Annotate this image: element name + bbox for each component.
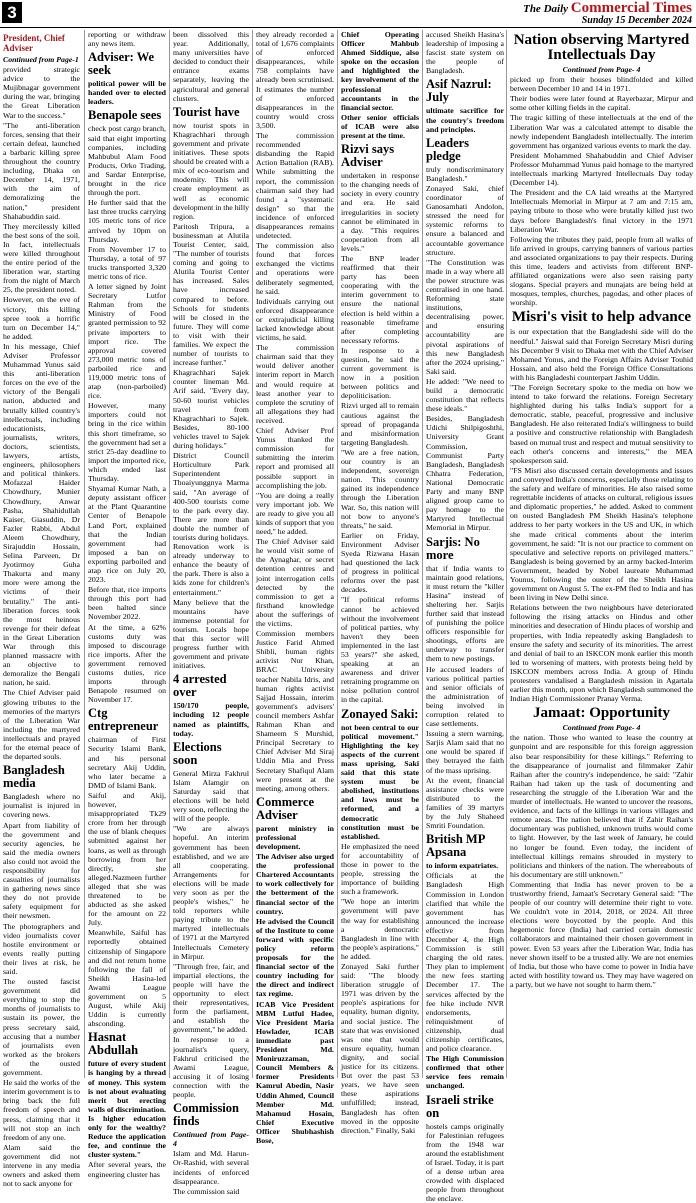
article-paragraph-bold: to inform expatriates.	[426, 861, 499, 871]
column-1	[3, 30, 80, 1189]
article-headline: Leaders pledge	[426, 135, 470, 163]
article-paragraph: He added: "We need to build a democratic constitution that reflects these ideals."	[426, 376, 504, 414]
article-paragraph-bold: He advised the Council of the Institute to come forward with specific policy reform proposals for the financial sector of the country including for the direct and indirect tax regime.	[256, 916, 334, 999]
article-paragraph: However, on the eve of victory, this killing spree took a horrific turn on December 14," he added.	[3, 295, 80, 341]
article-headline: Israeli strike on	[426, 1092, 494, 1120]
article-paragraph: Issuing a stern warning, Sarjis Alam said that no one would be spared if they betrayed the faith of the mass uprising.	[426, 729, 504, 775]
article-paragraph: Khagrachhari Sajek counter lineman Md. Arif said, "Every day, 50-60 tourist vehicles travel from Khagrachhari to Sajek. Besides, 80-100 vehicles travel to Sajek during holidays."	[173, 368, 249, 451]
article-headline: 4 arrested over	[173, 672, 227, 700]
article-paragraph: Bangladesh where no journalist is injured in covering news.	[3, 792, 80, 820]
article-headline: Benapole sees	[88, 108, 162, 123]
article-paragraph: The photographers and video journalists cover hostile environment or events really putting their lives at risk, he said.	[3, 921, 80, 976]
article-paragraph: The tragic killing of these intellectuals at the end of the Liberation War was a calculated attempt to disable the newly independent Bangladesh intellectually. The interim government has organized various events to mark the day.	[510, 113, 693, 150]
article-paragraph: been dissolved this year. Additionally, many universities have decided to conduct their entrance exams separately, leaving the agricultural and general clusters.	[173, 30, 249, 103]
article-paragraph: Zonayed Saki further said: "The bloody liberation struggle of 1971 was driven by the people's aspirations for equality, human dignity, and social justice. The state that was envisioned was one that would ensure equality, human dignity, and social justice for its citizens. But over the past 53 years, we have seen these aspirations unfulfilled; instead, Bangladesh has often moved in the opposite direction." Finally, Saki	[341, 962, 419, 1135]
article-paragraph: However, many importers could not bring in the rice within this short timeframe, so the government had set a strict 25-day deadline to import the imported rice, which ended last Thursday.	[88, 401, 166, 484]
article-paragraph: Their bodies were later found at Rayerbazar, Mirpur and some other killing fields in the capital.	[510, 94, 693, 113]
article-paragraph-bold: Other senior officials of ICAB were also present at the time.	[341, 112, 419, 141]
article-paragraph: that if India wants to maintain good relations, it must return the "killer Hasina" instead of sheltering her. Sarjis further said that instead of punishing the police officers responsible for shootings, efforts are underway to transfer them to new postings.	[426, 563, 504, 664]
article-paragraph: The BNP leader reaffirmed that their party has been cooperating with the interim government to ensure the national election is held within a reasonable timeframe after completing necessary reforms.	[341, 253, 419, 345]
article-paragraph: Meanwhile, Saiful has reportedly obtained citizenship of Singapore and did not return home following the fall of Sheikh Hasina-led Awami League government on 5 August, while Akij Uddin is currently absconding.	[88, 928, 166, 1029]
article-paragraph: In response to a journalist's query, Fakhrul criticised the Awami League, accusing it of losing connection with the people.	[173, 1035, 249, 1100]
article-paragraph-bold: The Adviser also urged the professional Chartered Accountants to work collectively for the betterment of the financial sector of the country.	[256, 852, 334, 916]
article-paragraph: The Chief Adviser said he would visit some of the Aynaghar, or secret detention centres and joint interrogation cells detected by the commission to get a firsthand knowledge about the sufferings of the victims.	[256, 537, 334, 628]
article-paragraph: provided strategic advice to the Mujibnagar government during the war, bringing the Great Liberation War to the success."	[3, 65, 80, 120]
article-headline: Ctg entrepreneur	[88, 706, 159, 734]
article-paragraph-bold: The High Commission confirmed that other service fees remain unchanged.	[426, 1054, 504, 1091]
article-headline: Elections soon	[173, 739, 222, 767]
article-paragraph: is our expectation that the Bangladeshi side will do the needful." Jaiswal said that Foreign Secretary Misri during his December 9 visit to Dhaka met with the Chief Adviser Mohamed Yonus, and the Foreign Affairs Adviser Touhid Hossain, and also held the Foreign Office Consultations with his Bangladeshi counterpart Jashim Uddin.	[510, 327, 693, 382]
continued-note: Continued from Page- 4	[562, 723, 641, 733]
column-divider	[506, 30, 507, 1078]
article-paragraph: Saiful and Akij, however, misappropriated Tk29 crore from her through the use of blank cheques submitted against her loans, as well as through borrowing from her directly, she alleged.Nazmeen further alleged that she was threatened to be abducted as she asked for the amount on 22 July.	[88, 790, 166, 928]
article-paragraph: After several years, the engineering cluster has	[88, 1160, 166, 1179]
article-paragraph-bold: 150/170 people, including 12 people named as plaintiffs, today.	[173, 701, 249, 738]
article-paragraph: Individuals carrying out enforced disappearance or extrajudicial killing lacked knowledge about victims, he said.	[256, 296, 334, 343]
column-divider	[252, 30, 253, 1078]
article-headline: Rizvi says Adviser	[341, 142, 395, 170]
article-paragraph: At the time, a 62% customs duty was imposed to discourage rice imports. After the government removed customs duties, rice imports through Benapole resumed on November 17.	[88, 622, 166, 705]
article-headline: Jamaat: Opportunity	[532, 705, 671, 722]
article-paragraph: "The Constitution was made in a way where all the power structure was centralised in one hand. Reforming state institutions, decentralising power, and ensuring accountability are pivotal aspirations of this new Bangladesh after the 2024 uprising," Saki said.	[426, 257, 504, 376]
article-paragraph: "If political reforms cannot be achieved without the involvement of political parties, why haven't they been implemented in the last 53 years?" she asked, speaking at an awareness and driver retraining programme on noise pollution control in the capital.	[341, 595, 419, 705]
article-paragraph: Shyamal Kumar Nath, a deputy assistant officer at the Plant Quarantine Center of Benapole Land Port, explained that the Indian government had imposed a ban on exporting parboiled and atap rice on July 20, 2023.	[88, 484, 166, 585]
column-divider	[84, 30, 85, 1078]
article-paragraph: Many believe that the mountains have immense potential for tourism. Locals hope that this sector will progress further with government and private initiatives.	[173, 597, 249, 671]
article-paragraph: He accused leaders of various political parties and senior officials of the administration of being involved in corruption related to case settlements.	[426, 664, 504, 729]
article-headline: Nation observing Martyred Intellectuals Day	[513, 32, 690, 63]
article-paragraph: Alam said the government did not intervene in any media owners and asked them not to sack anyone for	[3, 1142, 80, 1189]
article-paragraph-bold: Chief Operating Officer Mahbub Ahmed Siddique, also spoke on the occasion and highlighted the key involvement of the professional accountants in the financial sector.	[341, 30, 419, 112]
article-paragraph: He said the works of the interim government is to bring back the full freedom of speech and press, claiming that it will not stop an inch freedom of any one.	[3, 1078, 80, 1142]
article-paragraph: Before that, rice imports through this port had been halted since November 2022.	[88, 585, 166, 622]
column-6	[426, 30, 504, 1203]
article-paragraph: "The anti-liberation forces, sensing that their certain defeat, launched a barbaric killing spree throughout the country including, Dhaka on December 14, 1971, with the aim of demoralizing the nation," president Shahabuddin said.	[3, 120, 80, 221]
article-headline: Commission finds	[173, 1101, 239, 1129]
article-paragraph: He further said that the last three trucks carrying 105 metric tons of rice arrived by 10pm on Thursday.	[88, 198, 166, 244]
article-paragraph: Commenting that India has never proven to be a trustworthy friend, Jamaat's Secretary General said: "The people of our country will determine their right to vote. We couldn't vote in 2014, 2018, or 2024. All three elections were boycotted by the people. And this hegemonic force (India) had carried certain domestic collaborators and maintained their chosen government in power. Even 53 years after the Liberation War, India has never shown itself to be a trusted ally. We are not enemies of India, but those who have come to power in India have acted with hostility toward us. They may have wagered on a party, but we have not sought to harm them."	[510, 879, 693, 989]
article-paragraph: "We are a free nation, our country is an independent, sovereign nation. This country gained its independence through the Liberation War. So, this nation will not bow to anyone's threats," he said.	[341, 447, 419, 530]
article-paragraph: In response to a question, he said the current government is now in a position between politics and depoliticisation.	[341, 345, 419, 401]
article-paragraph-bold: ultimate sacrifice for the country's freedom and principles.	[426, 106, 504, 134]
article-headline: Sarjis: No more	[426, 534, 480, 562]
article-paragraph: check post cargo branch, said that eight importing companies, including Mahbubul Alam Food Products, Orko Trading, and Sardar Enterprise, brought in the rice through the port.	[88, 124, 166, 198]
continued-note: Continued from Page- 4	[562, 65, 641, 74]
article-paragraph: now tourist spots in Khagrachhari through government and private initiatives. These spots should be created with a mix of eco-tourism and modernity. This will create employment as well as economic development in the hilly region.	[173, 120, 250, 221]
article-paragraph: "FS Misri also discussed certain developments and issues and conveyed India's concerns, especially those relating to the safety and welfare of minorities. He also raised some regrettable incidents of attacks on cultural, religious issues and diplomatic properties," he added. Asked to comment on ousted Bangladesh PM Sheikh Hasina's telephone address to her party workers in the US and UK, in which she made critical comments about the interim government, he said: "It is not our practice to comment on speculative and selective reports on privileged matters." Bangladesh is being governed by an army backed-Interim Government, headed by Nobel laureate Muhammad Younus, following the ouster of the Sheikh Hasina government on August 5. The ex-PM fled to India and has been living in New Delhi since.	[510, 465, 693, 603]
article-paragraph: accused Sheikh Hasina's leadership of imposing a fascist state system on the people of Bangladesh.	[426, 30, 504, 76]
article-paragraph-bold: future of every student is hanging by a thread of money. This system is not about evaluating merit but erecting walls of discrimination. Is higher education only for the wealthy? Reduce the application fee, and continue the cluster system."	[88, 1059, 166, 1160]
article-paragraph: The commission chairman said that they would deliver another interim report in March and would require at least another year to complete the scrutiny of all allegations they had received.	[256, 343, 334, 425]
article-paragraph: General Mirza Fakhrul Islam Alamgir on Saturday said that elections will be held very soon, reflecting the will of the people.	[173, 768, 249, 824]
article-paragraph: In his message, Chief Adviser Professor Muhammad Yunus said this anti-liberation forces on the eve of the victory of the Bengali nation, abducted and brutally killed country's intellectuals, including educationists, journalists, writers, doctors, scientists, lawyers, artists, engineers, philosophers and political thinkers. Mofazzal Haider Chowdhury, Munier Chowdhury, Anwar Pasha, Shahidullah Kaiser, Giasuddin, Dr Fazler Rabbi, Abdul Aleem Chowdhury, Sirajuddin Hossain, Selina Parveen, Dr Jyotirmoy Guha Thakurta and many more were among the victims of their brutality." The anti-liberation forces took the most heinous revenge for their defeat in the Great Liberation War through this planned massacre with an objective to demoralize the Bengali nation, he said.	[3, 341, 80, 688]
article-paragraph: District Council Horticulture Park Superintendent Thoaiyunggnya Marma said, "An average of 400-500 tourists come to the park every day. There are more than double the number of tourists during holidays. Renovation work is already underway to enhance the beauty of the park. There is also a kids zone for children's entertainment."	[173, 451, 249, 597]
article-headline: Asif Nazrul: July	[426, 77, 492, 105]
article-paragraph: they already recorded a total of 1,676 complaints of enforced disappearances, while 758 complaints have already been scrutinised. It estimates the number of enforced disappearances in the country would cross 3,500.	[256, 30, 334, 130]
article-paragraph: Officials at the Bangladesh High Commission in London clarified that while the government has announced the increase effective from December 4, the High Commission is still charging the old rates. They plan to implement the new fees starting December 17. The services affected by the fee hike include NVR endorsements, relinquishment of citizenship, dual citizenship certificates, and police clearance.	[426, 871, 504, 1054]
article-headline: Commerce Adviser	[256, 794, 315, 822]
column-divider	[169, 30, 170, 1078]
article-paragraph: He emphasized the need for accountability of those in power to the people, stressing the importance of building such a framework.	[341, 841, 419, 897]
article-paragraph: Earlier on Friday, Environment Adviser Syeda Rizwana Hasan had questioned the lack of progress in political reforms over the past decades.	[341, 530, 419, 595]
title-main: Commercial Times	[570, 0, 692, 16]
article-paragraph: The Chief Adviser paid glowing tributes to the memories of the martyrs of the Liberation War including the martyred intellectuals and prayed for the eternal peace of the departed souls.	[3, 688, 80, 762]
masthead	[0, 0, 696, 28]
article-paragraph-bold: not been central to our political movement." Highlighting the key aspects of the current mass uprising, Saki said that this state system must be abolished, institutions and laws must be reformed, and a democratic constitution must be established.	[341, 722, 419, 841]
column-5	[341, 30, 419, 1135]
article-paragraph: President Mohammed Shahabuddin and Chief Adviser Professor Muhammad Yunus paid homage to the martyred intellectuals marking Martyred Intellectuals Day today (December 14).	[510, 150, 693, 188]
article-paragraph: Apart from liability of the government and security agencies, he said the media owners also could not avoid the responsibility for casualties of journalists in gathering news since they do not provide safety equipment for their newsmen.	[3, 820, 80, 921]
article-headline: British MP Apsana	[426, 832, 485, 860]
continued-note: Continued from Page-1	[3, 55, 79, 64]
article-paragraph: chairman of First Security Islami Bank, and his personal secretary Akij Uddin, who later became a DMD of Islami Bank.	[88, 735, 166, 790]
article-paragraph: The commission also found that forces exchanged the victims and operations were deliberately segmented, he said.	[256, 241, 334, 296]
article-paragraph: "We hope an interim government will pave the way for establishing a democratic Bangladesh in line with the people's aspirations," he added.	[341, 897, 419, 961]
article-paragraph-bold: political power will be handed over to elected leaders.	[88, 79, 166, 107]
article-paragraph: From November 17 to Thursday, a total of 97 trucks transported 3,320 metric tons of rice.	[88, 244, 166, 281]
article-paragraph: "We are always hopeful. An interim government has been established, and we are all cooperating. Arrangements for elections will be made very soon as per the people's wishes," he told reporters while paying tribute to the martyred intellectuals of 1971 at the Martyred Intellectuals Cemetery in Mirpur.	[173, 824, 249, 961]
article-headline: Misri's visit to help advance	[511, 309, 692, 326]
article-headline: Hasnat Abdullah	[88, 1030, 139, 1058]
article-paragraph: Commission members Justice Farid Ahmed Shibli, human rights activist Nur Khan, BRAC University teacher Nabila Idris, and human rights activist Sajjad Hossain, interim government's advisers' council members Ashfar Rahman Khan and Shameem S Murshid, Principal Secretary to Chief Adviser Md Siraj Uddin Mia and Press Secretary Shafiqul Alam were present at the meeting, among others.	[256, 629, 334, 793]
article-paragraph: They mercilessly killed the best sons of the soil. In fact, intellectuals were killed throughout the entire period of the liberation war, starting from the night of March 25, the president noted.	[3, 221, 80, 295]
article-paragraph: "Through free, fair, and impartial elections, the people will have the opportunity to elect their representatives, form the parliament, and establish the government," he added.	[173, 961, 249, 1035]
article-paragraph: hostels camps originally for Palestinian refugees from the 1948 war around the establishment of Israel. Today, it is part of a dense urban area crowded with displaced people from throughout the enclave.	[426, 1121, 504, 1203]
column-4	[256, 30, 334, 1145]
article-paragraph: "You are doing a really very important job. We are ready to give you all kinds of support that you need," he added.	[256, 490, 334, 537]
column-3	[173, 30, 250, 1196]
article-paragraph: Besides, Bangladesh Udichi Shilpigoshthi, University Grant Commission, Communist Party Bangladesh, Bangladesh Chhatra Federation, National Democratic Party and many BNP aligned group came to pay homage to the Martyred Intellectual Memorial in Mirpur.	[426, 414, 504, 533]
article-paragraph: The commission recommended disbanding the Rapid Action Battalion (RAB). While submitting the report, the commission chairman said they had found a "systematic design" so that the incidence of enforced disappearances remains undetected.	[256, 131, 334, 241]
title-prefix: The Daily	[523, 3, 571, 15]
article-paragraph: Zonayed Saki, chief coordinator of Ganosamhati Andolon, stressed the need for systemic reforms to ensure a balanced and accountable governance structure.	[426, 183, 504, 257]
article-headline: Adviser: We seek	[88, 50, 155, 78]
column-2	[88, 30, 166, 1179]
article-headline: Zonayed Saki:	[341, 706, 419, 721]
issue-date: Sunday 15 December 2024	[581, 15, 692, 26]
article-paragraph: reporting or withdraw any news item.	[88, 30, 166, 49]
article-paragraph: Islam and Md. Harun-Or-Rashid, with several incidents of enforced disappearance.	[173, 1149, 249, 1186]
column-divider	[422, 30, 423, 1078]
article-headline: Bangladesh media	[3, 763, 65, 791]
article-paragraph: the nation. Those who wanted to lease the country at gunpoint and are responsible for this foreign aggression also bear responsibility for these killings." Referring to the disappearance of journalist and filmmaker Zahir Raihan after the country's independence, he said: "Zahir Raihan had taken up the task of documenting and researching the struggle of the Liberation War and the murder of intellectuals. He wanted to uncover the reasons, evidence, and facts of the killings in various villages and remote areas. The nation believed that if Zahir Raihan's documentary was published, unknown truths would come to light. However, by the last week of January, he could no longer be found. Even today, the incident of intellectual killings remains shrouded in mystery to politicians and thinkers of the nation. The whereabouts of his documentary are still unknown."	[510, 733, 693, 879]
article-paragraph: The commission said	[173, 1186, 240, 1196]
article-paragraph: At the event, financial assistance checks were distributed to the families of 39 martyrs by the July Shaheed Smriti Foundation.	[426, 775, 504, 831]
article-paragraph: truly nondiscriminatory Bangladesh."	[426, 164, 504, 183]
page-number: 3	[2, 2, 22, 23]
article-paragraph: Paritosh Tripura, a businessman at Alutila Tourist Center, said, "The number of tourists coming and going to Alutila Tourist Center has increased. Sales have increased compared to before. Schools for students will be closed in the future. They will come to visit with their families. We expect the number of tourists to increase further."	[173, 221, 249, 368]
article-paragraph: undertaken in response to the changing needs of society in every country and era. He said irregularities in society cannot be eliminated in a day. "This requires cooperation from all levels."	[341, 171, 419, 253]
article-paragraph: Rizvi urged all to remain cautious against the spread of propaganda and misinformation targeting Bangladesh.	[341, 401, 419, 447]
article-paragraph: A letter signed by Joint Secretary Lutfor Rahman from the Ministry of Food granted permission to 92 private importers to import rice. The approval covered 273,000 metric tons of parboiled rice and 119,000 metric tons of atap (non-parboiled) rice.	[88, 282, 166, 401]
column-7	[510, 30, 693, 1080]
article-paragraph: Following the tributes they paid, people from all walks of life arrived in groups, carrying banners of various parties and associated organizations to pay their respects. During this time, leaders and activists from different BNP-affiliated organizations were also seen raising party slogans. Special prayers and munajats are being held at mosques, temples, churches, pagodas, and other places of worship.	[510, 234, 693, 308]
article-paragraph: The ousted fascist government did everything to stop the months of journalists to sustain its power, the press secretary said, accusing that a number of journalists even worked as the brokers of the ousted government.	[3, 977, 80, 1078]
article-paragraph-bold: parent ministry in professional development.	[256, 823, 334, 851]
article-paragraph: picked up from their houses blindfolded and killed between December 10 and 14 in 1971.	[510, 75, 693, 94]
article-paragraph: "The Foreign Secretary spoke to the media on how we intend to take forward the relations. Foreign Secretary highlighted during his talks India's support for a democratic, stable, peaceful, progressive and inclusive Bangladesh. He also reiterated India's willingness to build a positive and constructive relationship with Bangladesh based on mutual trust and respect and mutual sensitivity to each other's concerns and interests," the MEA spokesperson said.	[510, 383, 693, 465]
article-headline: President, Chief Adviser	[3, 33, 65, 53]
article-headline: Tourist have	[173, 104, 240, 119]
article-paragraph: Chief Adviser Prof Yunus thanked the commission for submitting the interim report and promised all possible support in accomplishing the job.	[256, 426, 334, 490]
article-paragraph: The President and the CA laid wreaths at the Martyred Intellectuals Memorial in Mirpur at 7 am and 7:15 am, paying tribute to those who were brutally killed just two days before Bangladesh's final victory in the 1971 Liberation War.	[510, 188, 693, 234]
article-paragraph-bold: ICAB Vice President MBM Lutful Hadee, Vice President Maria Howlader, ICAB immediate past President Md. Moniruzzaman, Council Members & former Presidents Kamrul Abedin, Nasir Uddin Ahmed, Council Member Md. Mahamud Hosain, Chief Executive Officer Shubhashish Bose,	[256, 999, 334, 1145]
column-divider	[337, 30, 338, 1078]
article-paragraph: Relations between the two neighbours have deteriorated following the rising attacks on Hindus and other minorities and desecration of Hindu places of worship and properties, with India repeatedly asking Bangladesh to ensure the safety and security of its minorities. The arrest and denial of bail to an ISKCON monk earlier this month led to worsening of matters, with protests being held by ISKCON members across India. A group of Hindu protesters vandalised a Bangladesh mission in Agartala earlier this month, upon which Bangladesh summoned the Indian High Commissioner Pranay Verma.	[510, 603, 693, 704]
continued-note: Continued from Page- 4	[173, 1130, 249, 1149]
